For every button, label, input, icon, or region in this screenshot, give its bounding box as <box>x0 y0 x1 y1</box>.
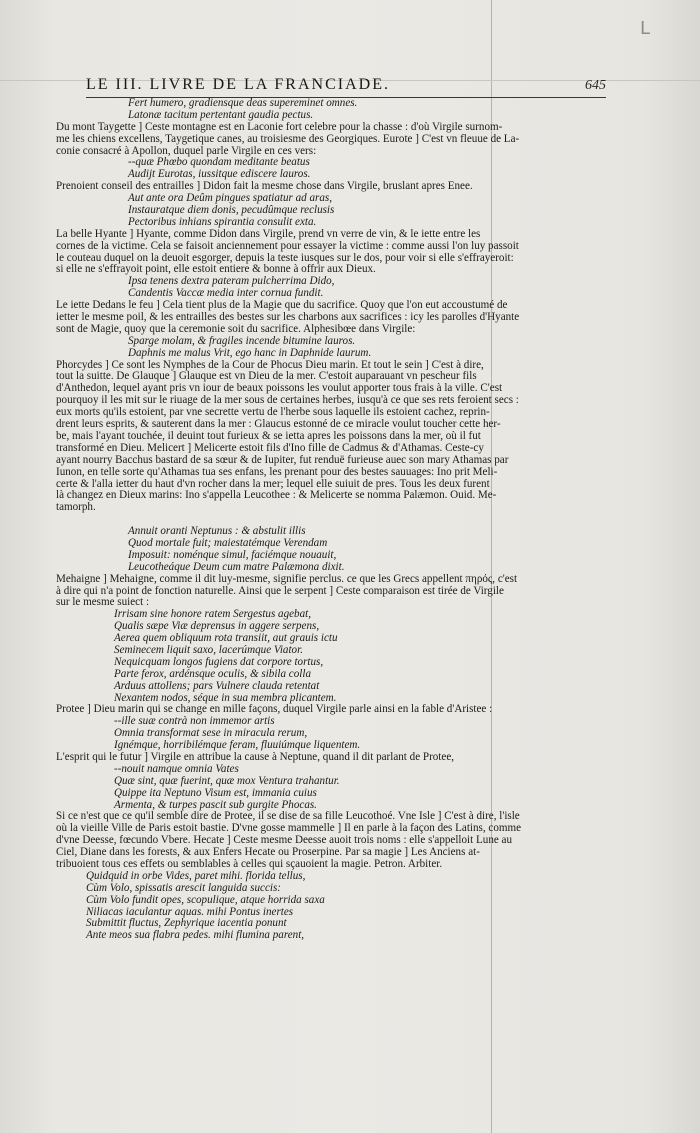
verse-line: Arduus attollens; pars Vulnere clauda retentat <box>114 679 320 692</box>
verse-line: Audijt Eurotas, iussitque ediscere lauros. <box>128 168 311 181</box>
prose-line: drent leurs esprits, & sauterent dans la mer : Glaucus estonné de ce miracle voulut toucher cette her- <box>56 418 501 431</box>
prose-line: d'Anthedon, lequel ayant pris vn iour de beaux poissons les voulut apporter tous frais à la ville. C'est <box>56 382 503 395</box>
prose-line: eux morts qu'ils estoient, par vne secrette vertu de l'herbe sous laquelle ils estoient cachez, reprin- <box>56 406 490 419</box>
prose-line: pourquoy il les mit sur le riuage de la mer sous de certaines herbes, iusqu'à ce que ses rets feroient secs : <box>56 394 519 407</box>
prose-line: tout la suitte. De Glauque ] Glauque est vn Dieu de la mer. C'estoit auparauant vn pescheur fils <box>56 370 477 383</box>
prose-line: Ciel, Diane dans les forests, & aux Enfers Hecate ou Proserpine. Par sa magie ] Les Anciens at- <box>56 846 480 859</box>
prose-line: conie consacré à Apollon, duquel parle Virgile en ces vers: <box>56 144 317 157</box>
verse-line: Ignémque, horribilémque feram, fluuiúmque liquentem. <box>114 739 361 752</box>
prose-line: où la vieille Ville de Paris estoit bastie. D'vne gosse mammelle ] Il en parle à la façon des Latins, comme <box>56 822 522 835</box>
verse-line: Pectoribus inhians spirantia consulit exta. <box>128 215 317 228</box>
verse-line: Cùm Volo fundit opes, scopulique, atque horrida saxa <box>86 893 325 906</box>
verse-line: Candentis Vaccæ media inter cornua fundit. <box>128 287 324 300</box>
verse-line: Seminecem liquit saxo, lacerúmque Viator. <box>114 643 303 656</box>
prose-line: Si ce n'est que ce qu'il semble dire de Protee, il se dise de sa fille Leucothoé. Vne Isle ] C'est à dire, l'isle <box>56 810 520 823</box>
verse-line: Annuit oranti Neptunus : & abstulit illis <box>128 525 306 538</box>
verse-line: Submittit fluctus, Zephyrique iacentia ponunt <box>86 917 287 930</box>
verse-line: Quidquid in orbe Vides, paret mihi. florida tellus, <box>86 869 306 882</box>
prose-line: ietter le mesme poil, & les entrailles des bestes sur les charbons aux sacrifices : icy les parolles d'Hyante <box>56 311 520 324</box>
prose-line: Protee ] Dieu marin qui se change en mille façons, duquel Virgile parle ainsi en la fable d'Aristee : <box>56 703 493 716</box>
prose-line: si elle ne s'effrayoit point, elle estoit entiere & bonne à offrir aux Dieux. <box>56 263 376 276</box>
verse-line: Niliacas iaculantur aquas. mihi Pontus inertes <box>86 905 294 918</box>
corner-pencil-mark: L <box>640 18 651 39</box>
prose-line: d'vne Deesse, fœcundo Vbere. Hecate ] Ceste mesme Deesse auoit trois noms : elle s'appelloit Lune au <box>56 834 513 847</box>
prose-line: Du mont Taygette ] Ceste montagne est en Laconie fort celebre pour la chasse : d'où Virgile surnom- <box>56 120 503 133</box>
verse-line: --ille suæ contrà non immemor artis <box>114 715 275 728</box>
prose-line: tribuoient tous ces effets ou semblables à celles qui sçauoient la magie. Petron. Arbiter. <box>56 858 443 870</box>
verse-line: Quippe ita Neptuno Visum est, immania cuius <box>114 786 317 799</box>
prose-line: me les chiens excellens, Taygetique canes, au troisiesme des Georgiques. Eurote ] C'est vn fleuue de La- <box>56 132 520 145</box>
verse-line: Fert humero, gradiensque deas supereminet omnes. <box>128 97 358 109</box>
prose-line: Mehaigne ] Mehaigne, comme il dit luy-mesme, signifie perclus. ce que les Grecs appellent πηρός, c'est <box>56 572 518 585</box>
verse-line: --nouit namque omnia Vates <box>114 762 239 775</box>
verse-line: Parte ferox, ardénsque oculis, & sibila colla <box>114 667 311 680</box>
verse-line: --quæ Phœbo quondam meditante beatus <box>128 156 310 169</box>
prose-line: transformé en Dieu. Melicert ] Melicerte estoit fils d'Ino fille de Cadmus & d'Athamas. Ceste-cy <box>56 441 484 454</box>
verse-line: Irrisam sine honore ratem Sergestus agebat, <box>114 608 312 621</box>
verse-line: Instauratque diem donis, pecudûmque reclusis <box>128 204 335 217</box>
prose-line: le couteau duquel on la deuoit esgorger, depuis la teste iusques sur le dos, pour voir si elle s'effrayeroit: <box>56 251 514 264</box>
prose-line: sur le mesme suiect : <box>56 596 150 609</box>
prose-line: ayant nourry Bacchus bastard de sa sœur & de Iupiter, fut renduë furieuse auec son mary Athamas par <box>56 453 509 466</box>
prose-line: à dire qui n'a point de fonction naturelle. Ainsi que le serpent ] Ceste comparaison est tirée de Virgile <box>56 584 504 597</box>
prose-line: be, mais l'ayant touchée, il deuint tout furieux & se ietta apres les poissons dans la mer, où il fut <box>56 429 481 442</box>
prose-line: sont de Magie, quoy que la ceremonie soit du sacrifice. Alphesibœe dans Virgile: <box>56 322 416 335</box>
prose-line: là changez en Dieux marins: Ino s'appella Leucothee : & Melicerte se nomma Palæmon. Ouid. Me- <box>56 489 497 502</box>
running-title: LE III. LIVRE DE LA FRANCIADE. <box>86 76 390 93</box>
verse-line: Armenta, & turpes pascit sub gurgite Phocas. <box>114 798 317 811</box>
verse-line: Qualis sæpe Viæ deprensus in aggere serpens, <box>114 620 320 633</box>
verse-line: Cùm Volo, spissatis arescit languida succis: <box>86 881 281 894</box>
verse-line: Sparge molam, & fragiles incende bitumine lauros. <box>128 334 356 347</box>
prose-line: Le iette Dedans le feu ] Cela tient plus de la Magie que du sacrifice. Quoy que l'on eut accoustumé de <box>56 299 508 312</box>
verse-line: Ipsa tenens dextra pateram pulcherrima Dido, <box>128 275 335 288</box>
verse-line: Omnia transformat sese in miracula rerum, <box>114 727 308 740</box>
verse-line: Nexantem nodos, séque in sua membra plicantem. <box>114 691 337 704</box>
prose-line: tamorph. <box>56 501 96 514</box>
verse-line: Leucotheáque Deum cum matre Palæmona dixit. <box>128 560 345 573</box>
page-number: 645 <box>585 78 606 93</box>
verse-line: Nequicquam longos fugiens dat corpore tortus, <box>114 655 324 668</box>
prose-line: certe & l'alla ietter du haut d'vn rocher dans la mer; lequel elle suiuit de pres. Tous les deux furent <box>56 477 490 490</box>
prose-line: Prenoient conseil des entrailles ] Didon fait la mesme chose dans Virgile, bruslant apres Enee. <box>56 180 473 193</box>
prose-line: Iunon, en telle sorte qu'Athamas tua ses enfans, les prenant pour des bestes sauuages: Ino prit Meli- <box>56 465 498 478</box>
prose-line: L'esprit qui le futur ] Virgile en attribue la cause à Neptune, quand il dit parlant de Protee, <box>56 750 455 763</box>
verse-line: Aut ante ora Deûm pingues spatiatur ad aras, <box>128 192 332 205</box>
verse-line: Ante meos sua flabra pedes. mihi flumina parent, <box>86 929 305 942</box>
prose-line: Phorcydes ] Ce sont les Nymphes de la Cour de Phocus Dieu marin. Et tout le sein ] C'est à dire, <box>56 358 484 371</box>
commentary-text <box>56 97 608 942</box>
prose-line: La belle Hyante ] Hyante, comme Didon dans Virgile, prend vn verre de vin, & le iette entre les <box>56 227 481 240</box>
verse-line: Imposuit: noménque simul, faciémque nouauit, <box>128 548 337 561</box>
verse-line: Latonæ tacitum pertentant gaudia pectus. <box>128 108 314 121</box>
verse-line: Aerea quem obliquum rota transiit, aut grauis ictu <box>114 632 338 645</box>
verse-line: Daphnis me malus Vrit, ego hanc in Daphnide laurum. <box>128 346 372 359</box>
verse-line: Quæ sint, quæ fuerint, quæ mox Ventura trahantur. <box>114 774 340 787</box>
prose-line: cornes de la victime. Cela se faisoit anciennement pour essayer la victime : comme aussi l'on luy passoit <box>56 239 519 252</box>
verse-line: Quod mortale fuit; maiestatémque Verendam <box>128 536 328 549</box>
